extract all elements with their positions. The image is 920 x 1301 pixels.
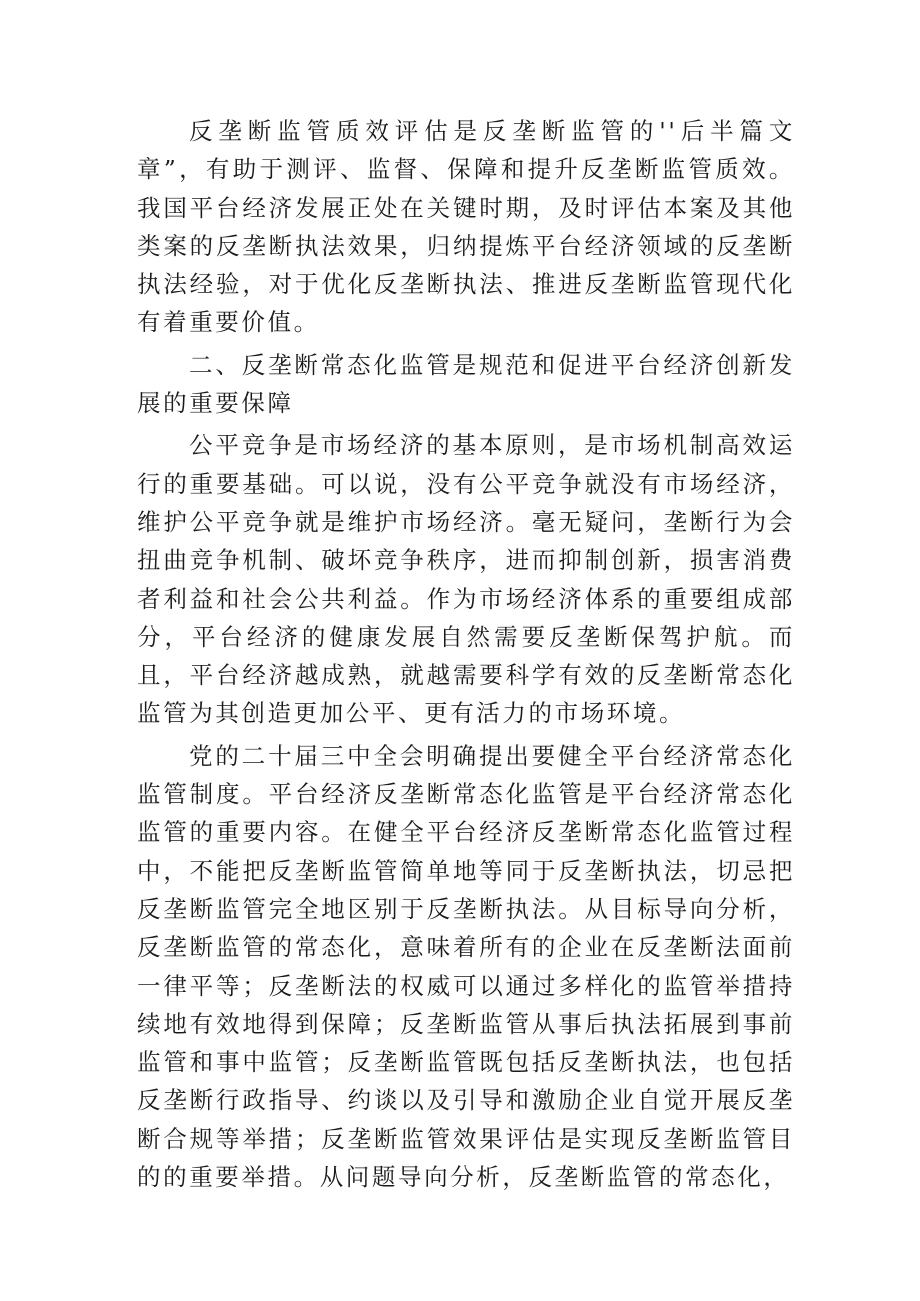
section-heading: 二、反垄断常态化监管是规范和促进平台经济创新发展的重要保障	[137, 350, 795, 418]
paragraph-fair-competition: 公平竞争是市场经济的基本原则，是市场机制高效运行的重要基础。可以说，没有公平竞争就没有市场经济，维护公平竞争就是维护市场经济。毫无疑问，垄断行为会扭曲竞争机制、破坏竞争秩序，进而抑制创新，损害消费者利益和社会公共利益。作为市场经济体系的重要组成部分，平台经济的健康发展自然需要反垄断保驾护航。而且，平台经济越成熟，就越需要科学有效的反垄断常态化监管为其创造更加公平、更有活力的市场环境。	[137, 431, 795, 728]
document-body	[137, 112, 795, 1200]
paragraph-assessment: 反垄断监管质效评估是反垄断监管的''后半篇文章”，有助于测评、监督、保障和提升反垄断监管质效。我国平台经济发展正处在关键时期，及时评估本案及其他类案的反垄断执法效果，归纳提炼平台经济领域的反垄断执法经验，对于优化反垄断执法、推进反垄断监管现代化有着重要价值。	[137, 117, 795, 337]
paragraph-regular-supervision: 党的二十届三中全会明确提出要健全平台经济常态化监管制度。平台经济反垄断常态化监管是平台经济常态化监管的重要内容。在健全平台经济反垄断常态化监管过程中，不能把反垄断监管简单地等同于反垄断执法，切忌把反垄断监管完全地区别于反垄断执法。从目标导向分析，反垄断监管的常态化，意味着所有的企业在反垄断法面前一律平等；反垄断法的权威可以通过多样化的监管举措持续地有效地得到保障；反垄断监管从事后执法拓展到事前监管和事中监管；反垄断监管既包括反垄断执法，也包括反垄断行政指导、约谈以及引导和激励企业自觉开展反垄断合规等举措；反垄断监管效果评估是实现反垄断监管目的的重要举措。从问题导向分析，反垄断监管的常态化，	[137, 741, 795, 1192]
